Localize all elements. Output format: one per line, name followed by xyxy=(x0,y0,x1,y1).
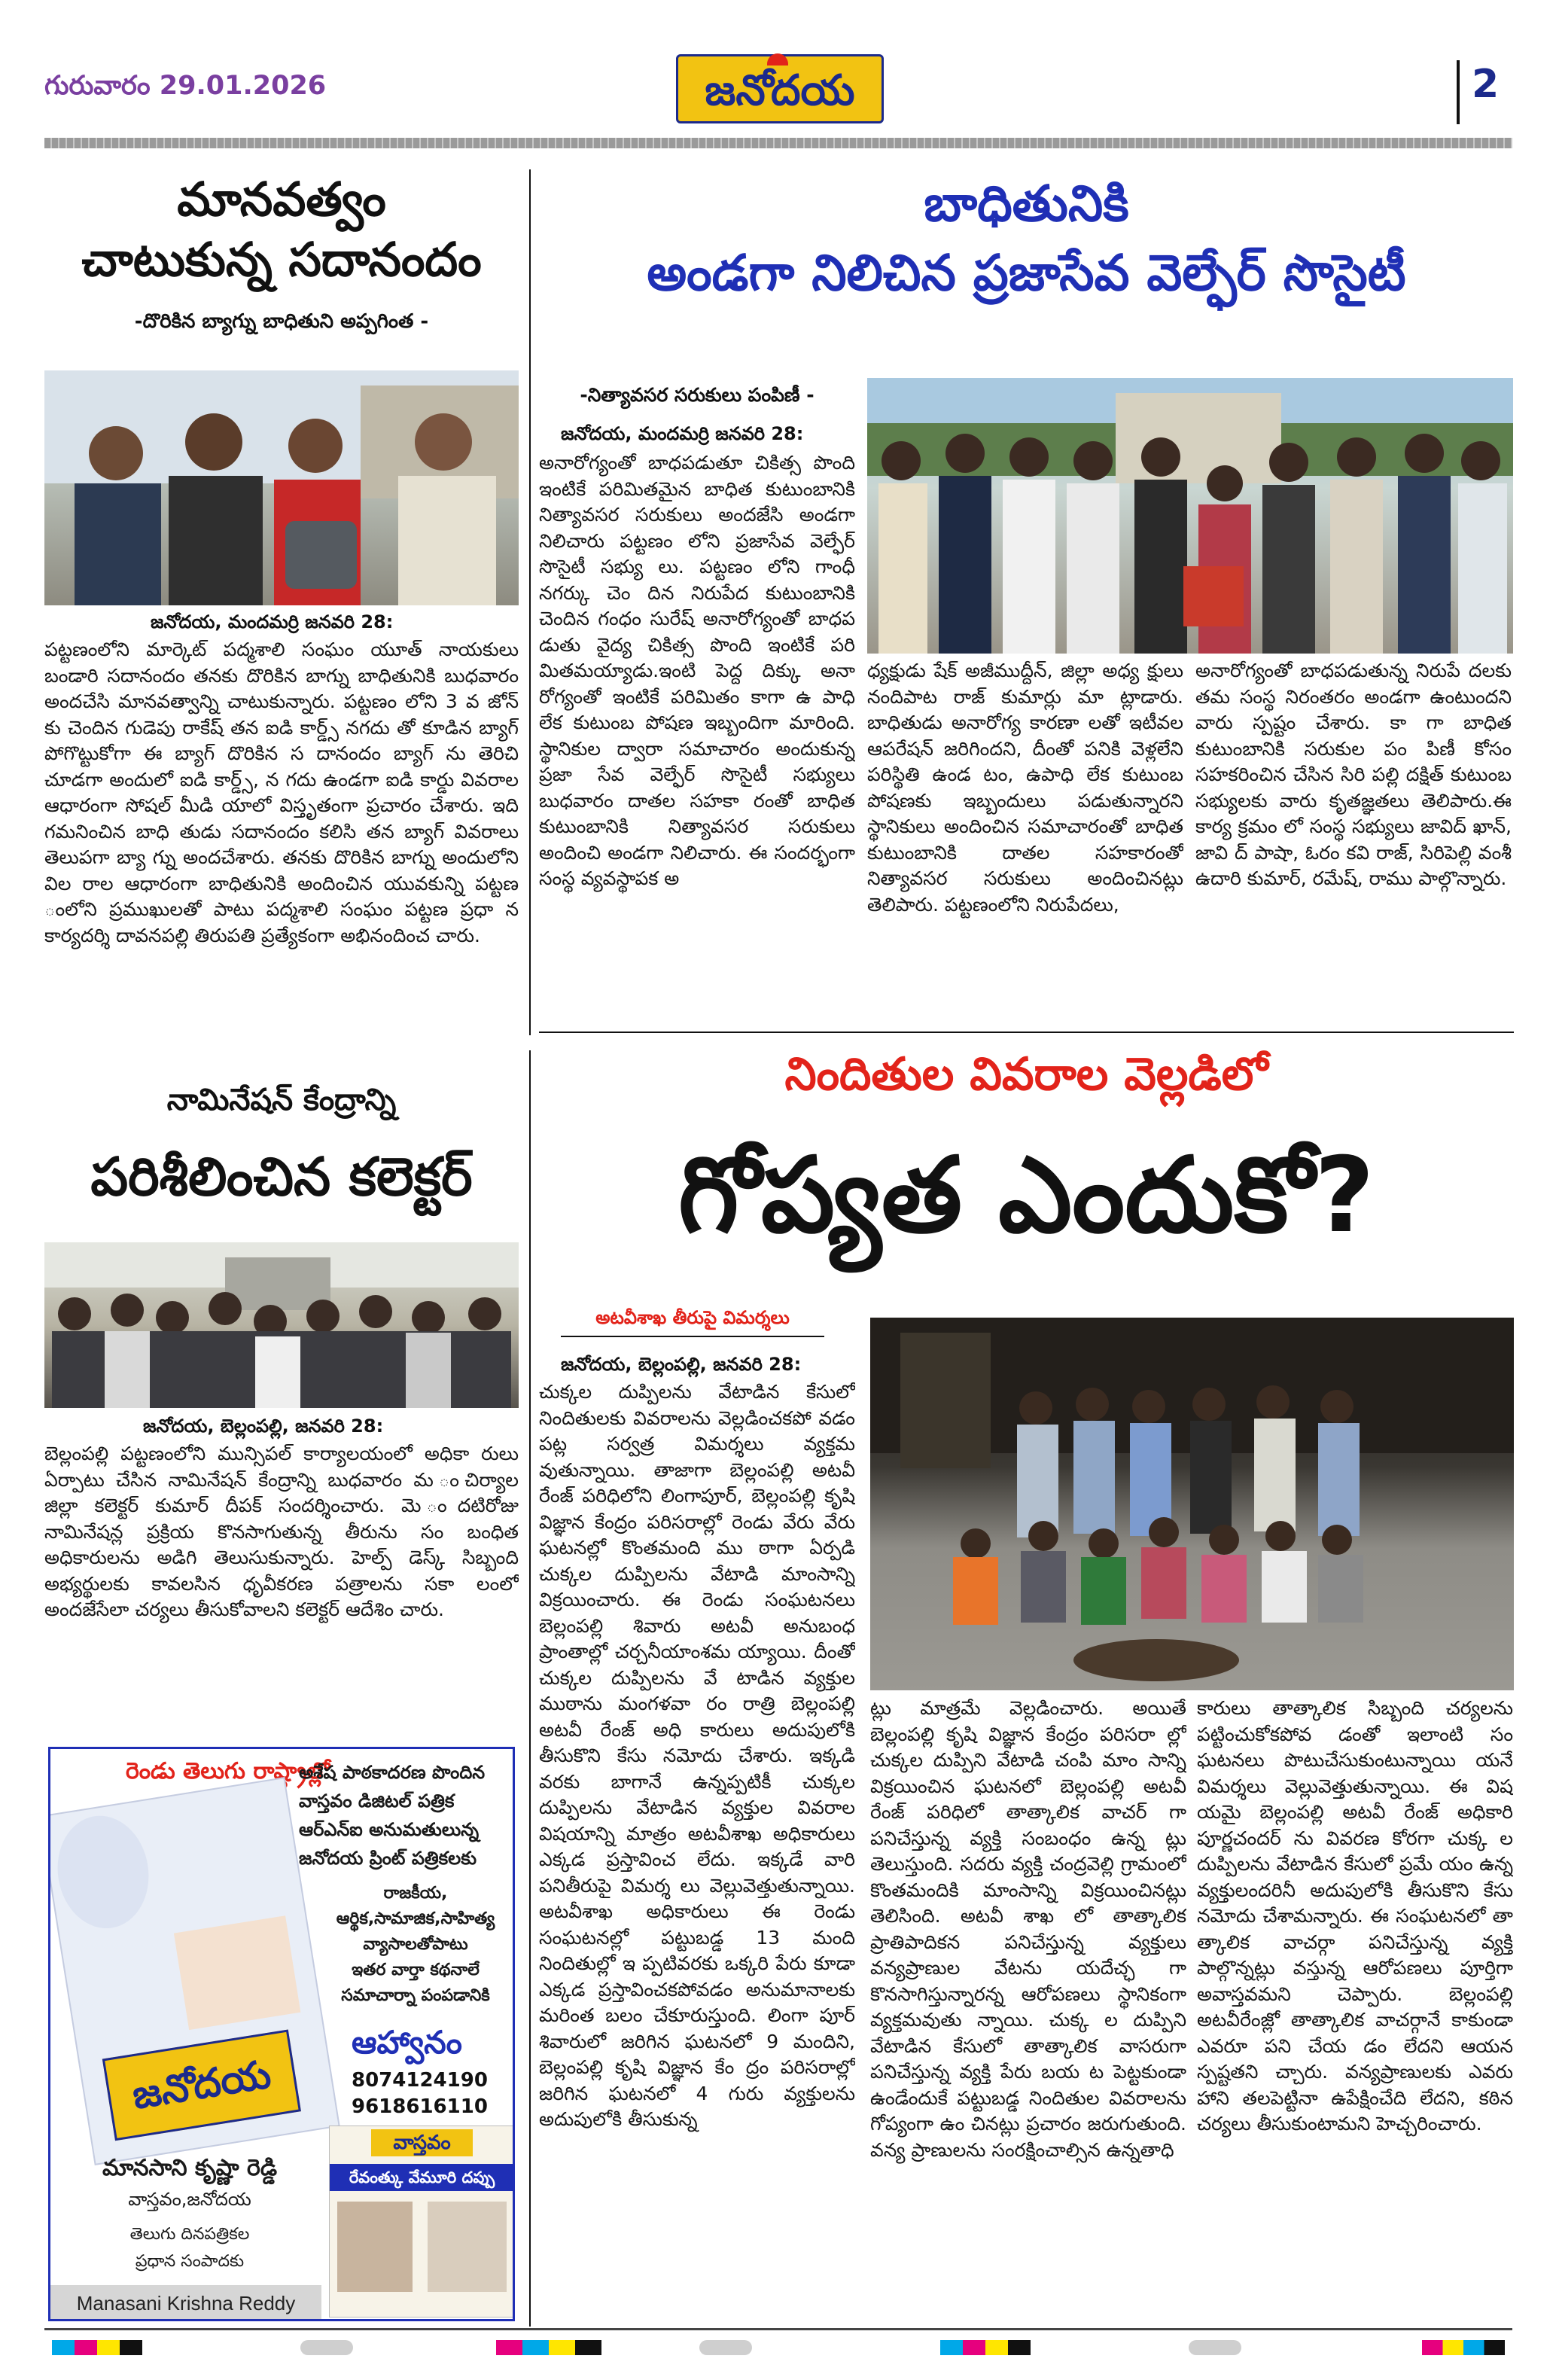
article1-photo xyxy=(44,370,519,605)
advert-line1: అశేష పాఠకాదరణ పొందిన xyxy=(299,1762,486,1783)
masthead-title: జనోదయ xyxy=(705,66,855,115)
advert-line9: సమాచార్నా పంపడానికి xyxy=(341,1986,490,2005)
advert-editor-role2: ప్రధాన సంపాదకు xyxy=(135,2252,245,2271)
header-date: గురువారం 29.01.2026 xyxy=(44,71,327,101)
article4-photo-figures xyxy=(870,1318,1514,1690)
article2-headline-line1: బాధితునికి xyxy=(924,175,1129,233)
column-divider-bottom xyxy=(529,1050,531,2327)
advert-red-line: రెండు తెలుగు రాష్ట్రాల్లో xyxy=(126,1758,330,1784)
article1-body: పట్టణంలోని మార్కెట్ పద్మశాలి సంఘం యూత్ నాయకులు బండారి సదానందం తనకు దొరికిన బాగ్ను బాధితునికి బుధవారం అందచేసి మానవత్వాన్ని చాటుకున్నారు. పట్టణం లోని 3 వ జోన్ కు చెందిన గుడెపు రాకేష్ తన ఐడి కార్డ్స్ నగదు తో కూడిన బ్యాగ్ పోగొట్టుకోగా ఈ బ్యాగ్ దొరికిన స దానందం బ్యాగ్ ను తెరిచి చూడగా అందులో ఐడి కార్డ్స్, న గదు ఉండగా ఐడి కార్డు వివరాల ఆధారంగా సోషల్ మీడి యాలో విస్తృతంగా ప్రచారం చేశారు. ఇది గమనించిన బాధి తుడు సదానందం కలిసి తన బ్యాగ్ వివరాలు తెలుపగా బ్యా గ్ను అందచేశారు. తనకు దొరికిన బాగ్ను అందులోని విల రాల ఆధారంగా బాధితునికి అందించిన యువకున్ని పట్టణ ంలోని ప్రముఖులతో పాటు పద్మశాలి సంఘం పట్టణ ప్రధా న కార్యదర్శి దావనపల్లి తిరుపతి ప్రత్యేకంగా అభినందించ చారు. xyxy=(44,638,519,946)
advert-line4: జనోదయ ప్రింట్ పత్రికలకు xyxy=(299,1848,477,1869)
advert-vastavam-logo: వాస్తవం xyxy=(371,2129,473,2156)
article2-body-col2: ధ్యక్షుడు షేక్ అజీముద్దీన్, జిల్లా అధ్య క్షులు నందిపాట రాజ్ కుమార్లు మా ట్లాడారు. బాధితుడు అనారోగ్య కారణా లతో ఇటీవల ఆపరేషన్ జరిగిందని, దీంతో పనికి వెళ్లలేని పరిస్థితి ఉండ టం, ఉపాధి లేక కుటుంబ పోషణకు ఇబ్బందులు పడుతున్నారని స్థానికులు అందించిన సమాచారంతో బాధిత కుటుంబానికి దాతల సహకారంతో నిత్యావసర సరుకులు అందించినట్లు తెలిపారు. పట్టణంలోని నిరుపేదలు, xyxy=(867,660,1183,916)
advert-vastavam-card xyxy=(329,2126,513,2318)
footer-register-marks xyxy=(44,2340,1512,2358)
column-divider-top xyxy=(529,169,531,1035)
advert-paper-collage xyxy=(48,1777,340,2165)
advert-line6: ఆర్థిక,సామాజిక,సాహిత్య xyxy=(336,1909,495,1928)
article3-kicker: నామినేషన్ కేంద్రాన్ని xyxy=(166,1083,397,1117)
article2-headline xyxy=(539,169,1514,308)
advert-vastavam-headline: రేవంత్కు వేమూరి దప్పు xyxy=(330,2164,514,2191)
article2-body-col1: అనారోగ్యంతో బాధపడుతూ చికిత్స పొంది ఇంటికే పరిమితమైన బాధిత కుటుంబానికి నిత్యావసర సరుకులు అందజేసి అండగా నిలిచారు పట్టణం లోని ప్రజాసేవ వెల్ఫేర్ సొసైటీ సభ్యు లు. పట్టణం లోని గాంధీ నగర్కు చెం దిన నిరుపేద కుటుంబానికి చెందిన గంధం సురేష్ అనారోగ్యంతో బాధప డుతు వైద్య చికిత్స పొంది ఇంటికే పరి మితమయ్యాడు.ఇంటి పెద్ద దిక్కు అనా రోగ్యంతో ఇంటికే పరిమితం కాగా ఉ పాధి లేక కుటుంబ పోషణ ఇబ్బందిగా మారింది. స్థానికుల ద్వారా సమాచారం అందుకున్న ప్రజా సేవ వెల్ఫేర్ సొసైటీ సభ్యులు బుధవారం దాతల సహకా రంతో బాధిత కుటుంబానికి నిత్యావసర సరుకులు అందించి అండగా నిలిచారు. ఈ సందర్భంగా సంస్థ వ్యవస్థాపక అ xyxy=(539,452,855,889)
masthead xyxy=(676,54,884,123)
article4-photo xyxy=(870,1318,1514,1690)
article1-subhead: -దొరికిన బ్యాగ్ను బాధితుని అప్పగింత - xyxy=(134,310,429,333)
footer-rule xyxy=(44,2328,1512,2330)
article4-headline: గోప్యత ఎందుకో? xyxy=(678,1135,1375,1256)
advert-text-block2 xyxy=(321,1881,510,2009)
article3-headline: పరిశీలించిన కలెక్టర్ xyxy=(90,1146,473,1208)
article1-headline-line1: మానవత్వం xyxy=(177,172,386,227)
article3-body: బెల్లంపల్లి పట్టణంలోని మున్సిపల్ కార్యాలయంలో అధికా రులు ఏర్పాటు చేసిన నామినేషన్ కేంద్రాన్ని బుధవారం మ ంచిర్యాల జిల్లా కలెక్టర్ కుమార్ దీపక్ సందర్శించారు. మె ందటిరోజు నామినేషన్ల ప్రక్రియ కొనసాగుతున్న తీరును సం బంధిత అధికారులను అడిగి తెలుసుకున్నారు. హెల్ప్ డెస్క్ సిబ్బంది అభ్యర్థులకు కావలసిన ధృవీకరణ పత్రాలను సకా లంలో అందజేసేలా చర్యలు తీసుకోవాలని కలెక్టర్ ఆదేశిం చారు. xyxy=(44,1443,519,1620)
article3-photo xyxy=(44,1242,519,1408)
advert-editor-role1: తెలుగు దినపత్రికల xyxy=(129,2225,250,2244)
advert-phone2: 9618616110 xyxy=(352,2095,488,2118)
advert-phone1: 8074124190 xyxy=(352,2069,488,2092)
advert-editor-name: మానసాని కృష్ణా రెడ్డి xyxy=(102,2155,278,2181)
page-number: 2 xyxy=(1472,62,1500,107)
advert-invite: ఆహ్వానం xyxy=(352,2024,462,2061)
advert-logo: జనోదయ xyxy=(102,2030,301,2141)
article4-body-col1: చుక్కల దుప్పిలను వేటాడిన కేసులో నిందితులకు వివరాలను వెల్లడించకపో వడం పట్ల సర్వత్ర విమర్శలు వ్యక్తమ వుతున్నాయి. తాజాగా బెల్లంపల్లి అటవీ రేంజ్ పరిధిలోని లింగాపూర్, బెల్లంపల్లి కృషి విజ్ఞాన కేంద్రం పరిసరాల్లో రెండు వేరు వేరు ఘటనల్లో కొంతమంది ము ఠాగా ఏర్పడి చుక్కల దుప్పిలను వేటాడి మాంసాన్ని విక్రయించారు. ఈ రెండు సంఘటనలు బెల్లంపల్లి శివారు అటవీ అనుబంధ ప్రాంతాల్లో చర్చనీయాంశమ య్యాయి. దీంతో చుక్కల దుప్పిలను వే టాడిన వ్యక్తుల ముఠాను మంగళవా రం రాత్రి బెల్లంపల్లి అటవీ రేంజ్ అధి కారులు అదుపులోకి తీసుకొని కేసు నమోదు చేశారు. ఇక్కడి వరకు బాగానే ఉన్నప్పటికీ చుక్కల దుప్పిలను వేటాడిన వ్యక్తుల వివరాల విషయాన్ని మాత్రం అటవీశాఖ అధికారులు ఎక్కడ ప్రస్తావించ లేదు. ఇక్కడే వారి పనితీరుపై విమర్శ లు వెల్లువెత్తుతున్నాయి. అటవీశాఖ అధికారులు ఈ రెండు సంఘటనల్లో పట్టుబడ్డ 13 మంది నిందితుల్లో ఇ ప్పటివరకు ఒక్కరి పేరు కూడా ఎక్కడ ప్రస్తావించకపోవడం అనుమానాలకు మరింత బలం చేకూరుస్తుంది. లింగా పూర్ శివారులో జరిగిన ఘటనలో 9 మందిని, బెల్లంపల్లి కృషి విజ్ఞాన కేం ద్రం పరిసరాల్లో జరిగిన ఘటనలో 4 గురు వ్యక్తులను అదుపులోకి తీసుకున్న xyxy=(539,1381,855,2130)
page-number-divider xyxy=(1457,60,1460,124)
article1-photo-figures xyxy=(44,370,519,605)
article1-headline-line2: చాటుకున్న సదానందం xyxy=(81,232,482,287)
advert-box xyxy=(48,1747,515,2321)
article2-photo-figures xyxy=(867,378,1513,654)
advert-editor-block xyxy=(58,2152,321,2275)
advert-editor-name-en: Manasani Krishna Reddy xyxy=(50,2285,321,2321)
article4-dateline: జనోదయ, బెల్లంపల్లి, జనవరి 28: xyxy=(561,1354,802,1375)
article3-photo-figures xyxy=(44,1242,519,1408)
advert-text-block xyxy=(299,1758,513,1873)
article4-kicker: నిందితుల వివరాల వెల్లడిలో xyxy=(784,1048,1268,1101)
article2-photo xyxy=(867,378,1513,654)
advert-line3: ఆర్ఎన్ఐ అనుమతులున్న xyxy=(299,1819,480,1840)
section-divider-right xyxy=(539,1032,1514,1033)
article2-headline-line2: అండగా నిలిచిన ప్రజాసేవ వెల్ఫేర్ సొసైటీ xyxy=(647,244,1406,302)
advert-line8: ఇతర వార్తా కథనాలే xyxy=(352,1961,480,1979)
masthead-sun-icon xyxy=(767,53,788,66)
header-rule xyxy=(44,138,1512,148)
article4-body-col3: కారులు తాత్కాలిక సిబ్బంది చర్యలను పట్టించుకోకపోవ డంతో ఇలాంటి సం ఘటనలు పొటుచేసుకుంటున్నాయి యనే విమర్శలు వెల్లువెత్తుతున్నాయి. ఈ విష యమై బెల్లంపల్లి అటవీ రేంజ్ అధికారి పూర్ణచందర్ ను వివరణ కోరగా చుక్క ల దుప్పిలను వేటాడిన కేసులో ప్రమే యం ఉన్న వ్యక్తులందరినీ అదుపులోకి తీసుకొని కేసు నమోదు చేశామన్నారు. ఈ సంఘటనలో తా త్కాలిక వాచర్గా పనిచేస్తున్న వ్యక్తి పాల్గొన్నట్లు వస్తున్న ఆరోపణలు పూర్తిగా అవాస్తవమని చెప్పారు. బెల్లంపల్లి అటవీరేంజ్లో తాత్కాలిక వాచర్గానే కాకుండా ఎవరూ పని చేయ డం లేదని ఆయన స్పష్టతని చ్చారు. వన్యప్రాణులకు ఎవరు హాని తలపెట్టినా ఉపేక్షించేది లేదని, కఠిన చర్యలు తీసుకుంటామని హెచ్చరించారు. xyxy=(1197,1697,1513,2135)
article2-subhead: -నిత్యావసర సరుకులు పంపిణీ - xyxy=(580,384,815,406)
article1-dateline: జనోదయ, మందమర్రి జనవరి 28: xyxy=(151,611,394,632)
article4-body-col2: ట్లు మాత్రమే వెల్లడించారు. అయితే బెల్లంపల్లి కృషి విజ్ఞాన కేంద్రం పరిసరా ల్లో చుక్కల దుప్పిని వేటాడి చంపి మాం సాన్ని విక్రయించిన ఘటనలో బెల్లంపల్లి అటవీ రేంజ్ పరిధిలో తాత్కాలిక వాచర్ గా పనిచేస్తున్న వ్యక్తి సంబంధం ఉన్న ట్లు తెలుస్తుంది. సదరు వ్యక్తి చంద్రవెల్లి గ్రామంలో కొంతమందికి మాంసాన్ని విక్రయించినట్లు తెలిసింది. అటవీ శాఖ లో తాత్కాలిక ప్రాతిపాదికన పనిచేస్తున్న వ్యక్తులు వన్యప్రాణుల వేటను యదేచ్ఛ గా కొనసాగిస్తున్నారన్న ఆరోపణలు స్థానికంగా వ్యక్తమవుతు న్నాయి. చుక్క ల దుప్పిని వేటాడిన కేసులో తాత్కాలిక వాసరుగా పనిచేస్తున్న వ్యక్తి పేరు బయ ట పెట్టకుండా ఉండేందుకే పట్టుబడ్డ నిందితుల వివరాలను గోప్యంగా ఉం చినట్లు ప్రచారం జరుగుతుంది. వన్య ప్రాణులను సంరక్షించాల్సిన ఉన్నతాధి xyxy=(870,1697,1186,2161)
article3-dateline: జనోదయ, బెల్లంపల్లి, జనవరి 28: xyxy=(143,1416,384,1437)
article4-subhead: అటవీశాఖ తీరుపై విమర్శలు xyxy=(561,1307,824,1337)
advert-line5: రాజకీయ, xyxy=(383,1884,448,1903)
article1-headline xyxy=(44,169,519,290)
article2-body-col3: అనారోగ్యంతో బాధపడుతున్న నిరుపే దలకు తమ సంస్థ నిరంతరం అండగా ఉంటుందని వారు స్పష్టం చేశారు. కా గా బాధిత కుటుంబానికి సరుకుల పం పిణీ కోసం సహకరించిన చేసిన సిరి పల్లి దక్షిత్ కుటుంబ సభ్యులకు వారు కృతజ్ఞతలు తెలిపారు.ఈ కార్య క్రమం లో సంస్థ సభ్యులు జావిద్ ఖాన్, జావి ద్ పాషా, ఓరం కవి రాజ్, సిరిపెల్లి వంశీ ఉదారి కుమార్, రమేష్, రాము పాల్గొన్నారు. xyxy=(1195,660,1512,889)
advert-line7: వ్యాసాలతోపాటు xyxy=(363,1935,468,1954)
advert-line2: వాస్తవం డిజిటల్ పత్రిక xyxy=(299,1790,455,1812)
advert-editor-papers: వాస్తవం,జనోదయ xyxy=(128,2189,251,2210)
article2-dateline: జనోదయ, మందమర్రి జనవరి 28: xyxy=(561,423,804,444)
